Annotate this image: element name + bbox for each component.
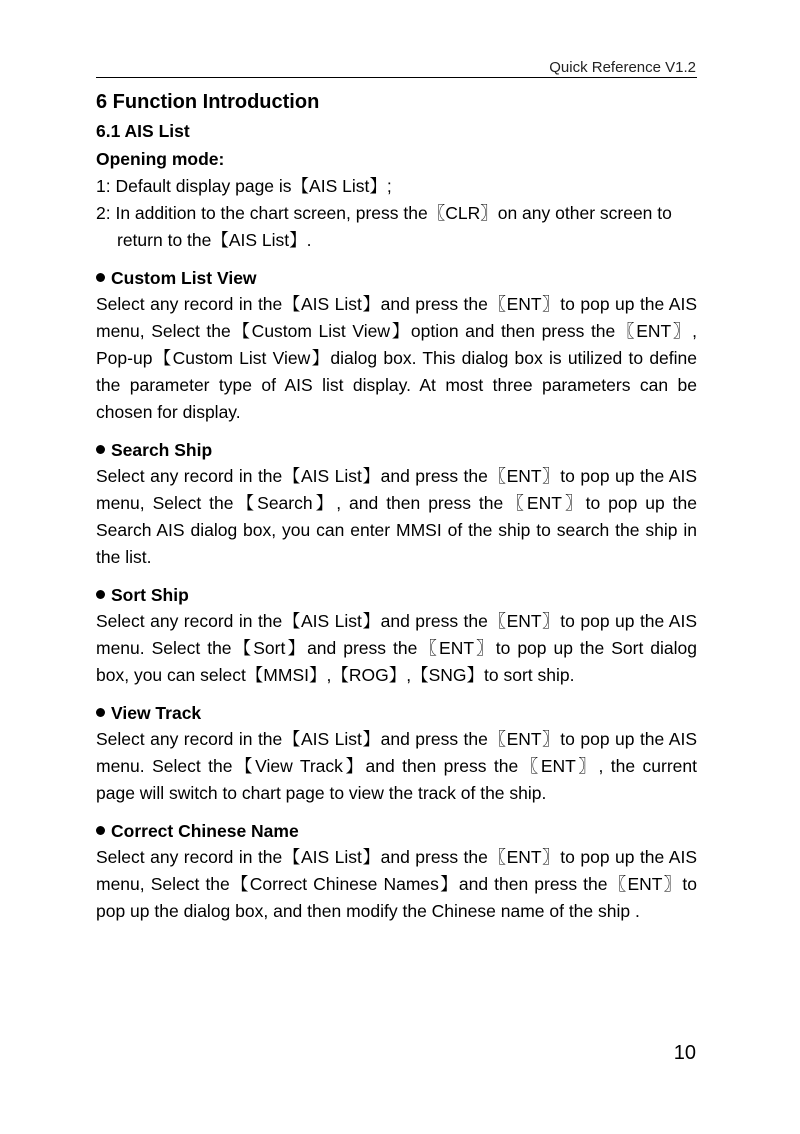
section-title: Sort Ship	[111, 585, 189, 605]
section-title: View Track	[111, 703, 202, 723]
section-search-ship	[96, 437, 697, 571]
section-body: Select any record in the【AIS List】and press the〖ENT〗to pop up the AIS menu. Select the【Sort】and press the〖ENT〗to pop up the Sort dialog box, you can select【MMSI】,【ROG】,【SNG】to sort ship.	[96, 611, 697, 685]
section-view-track	[96, 700, 697, 807]
opening-item-2: 2: In addition to the chart screen, press the〖CLR〗on any other screen to return to the【AIS List】.	[96, 203, 672, 250]
section-sort-ship	[96, 582, 697, 689]
bullet-icon	[96, 273, 105, 282]
bullet-icon	[96, 708, 105, 717]
section-body: Select any record in the【AIS List】and press the〖ENT〗to pop up the AIS menu, Select the【Search】, and then press the〖ENT〗to pop up the Search AIS dialog box, you can enter MMSI of the ship to search the ship in the list.	[96, 466, 697, 567]
section-correct-chinese-name	[96, 818, 697, 925]
section-title: Correct Chinese Name	[111, 821, 299, 841]
chapter-heading: 6 Function Introduction	[96, 91, 320, 113]
page-number: 10	[673, 1042, 696, 1064]
bullet-icon	[96, 590, 105, 599]
section-body: Select any record in the【AIS List】and press the〖ENT〗to pop up the AIS menu, Select the【Custom List View】option and then press the〖ENT〗, Pop-up【Custom List View】dialog box. This dialog box is utilized to define the parameter type of AIS list display. At most three parameters can be chosen for display.	[96, 294, 697, 422]
header-divider	[96, 77, 697, 78]
section-title: Custom List View	[111, 268, 257, 288]
section-title: Search Ship	[111, 440, 213, 460]
section-heading: 6.1 AIS List	[96, 121, 190, 141]
bullet-icon	[96, 445, 105, 454]
section-body: Select any record in the【AIS List】and press the〖ENT〗to pop up the AIS menu, Select the【Correct Chinese Names】and then press the〖ENT〗to pop up the dialog box, and then modify the Chinese name of the ship .	[96, 847, 697, 921]
section-custom-list-view	[96, 265, 697, 426]
opening-mode-label: Opening mode:	[96, 149, 225, 169]
section-body: Select any record in the【AIS List】and press the〖ENT〗to pop up the AIS menu. Select the【View Track】and then press the〖ENT〗, the current page will switch to chart page to view the track of the ship.	[96, 729, 697, 803]
page-content	[96, 88, 697, 925]
running-header: Quick Reference V1.2	[549, 59, 696, 76]
bullet-icon	[96, 826, 105, 835]
opening-item-1: 1: Default display page is【AIS List】;	[96, 176, 392, 196]
